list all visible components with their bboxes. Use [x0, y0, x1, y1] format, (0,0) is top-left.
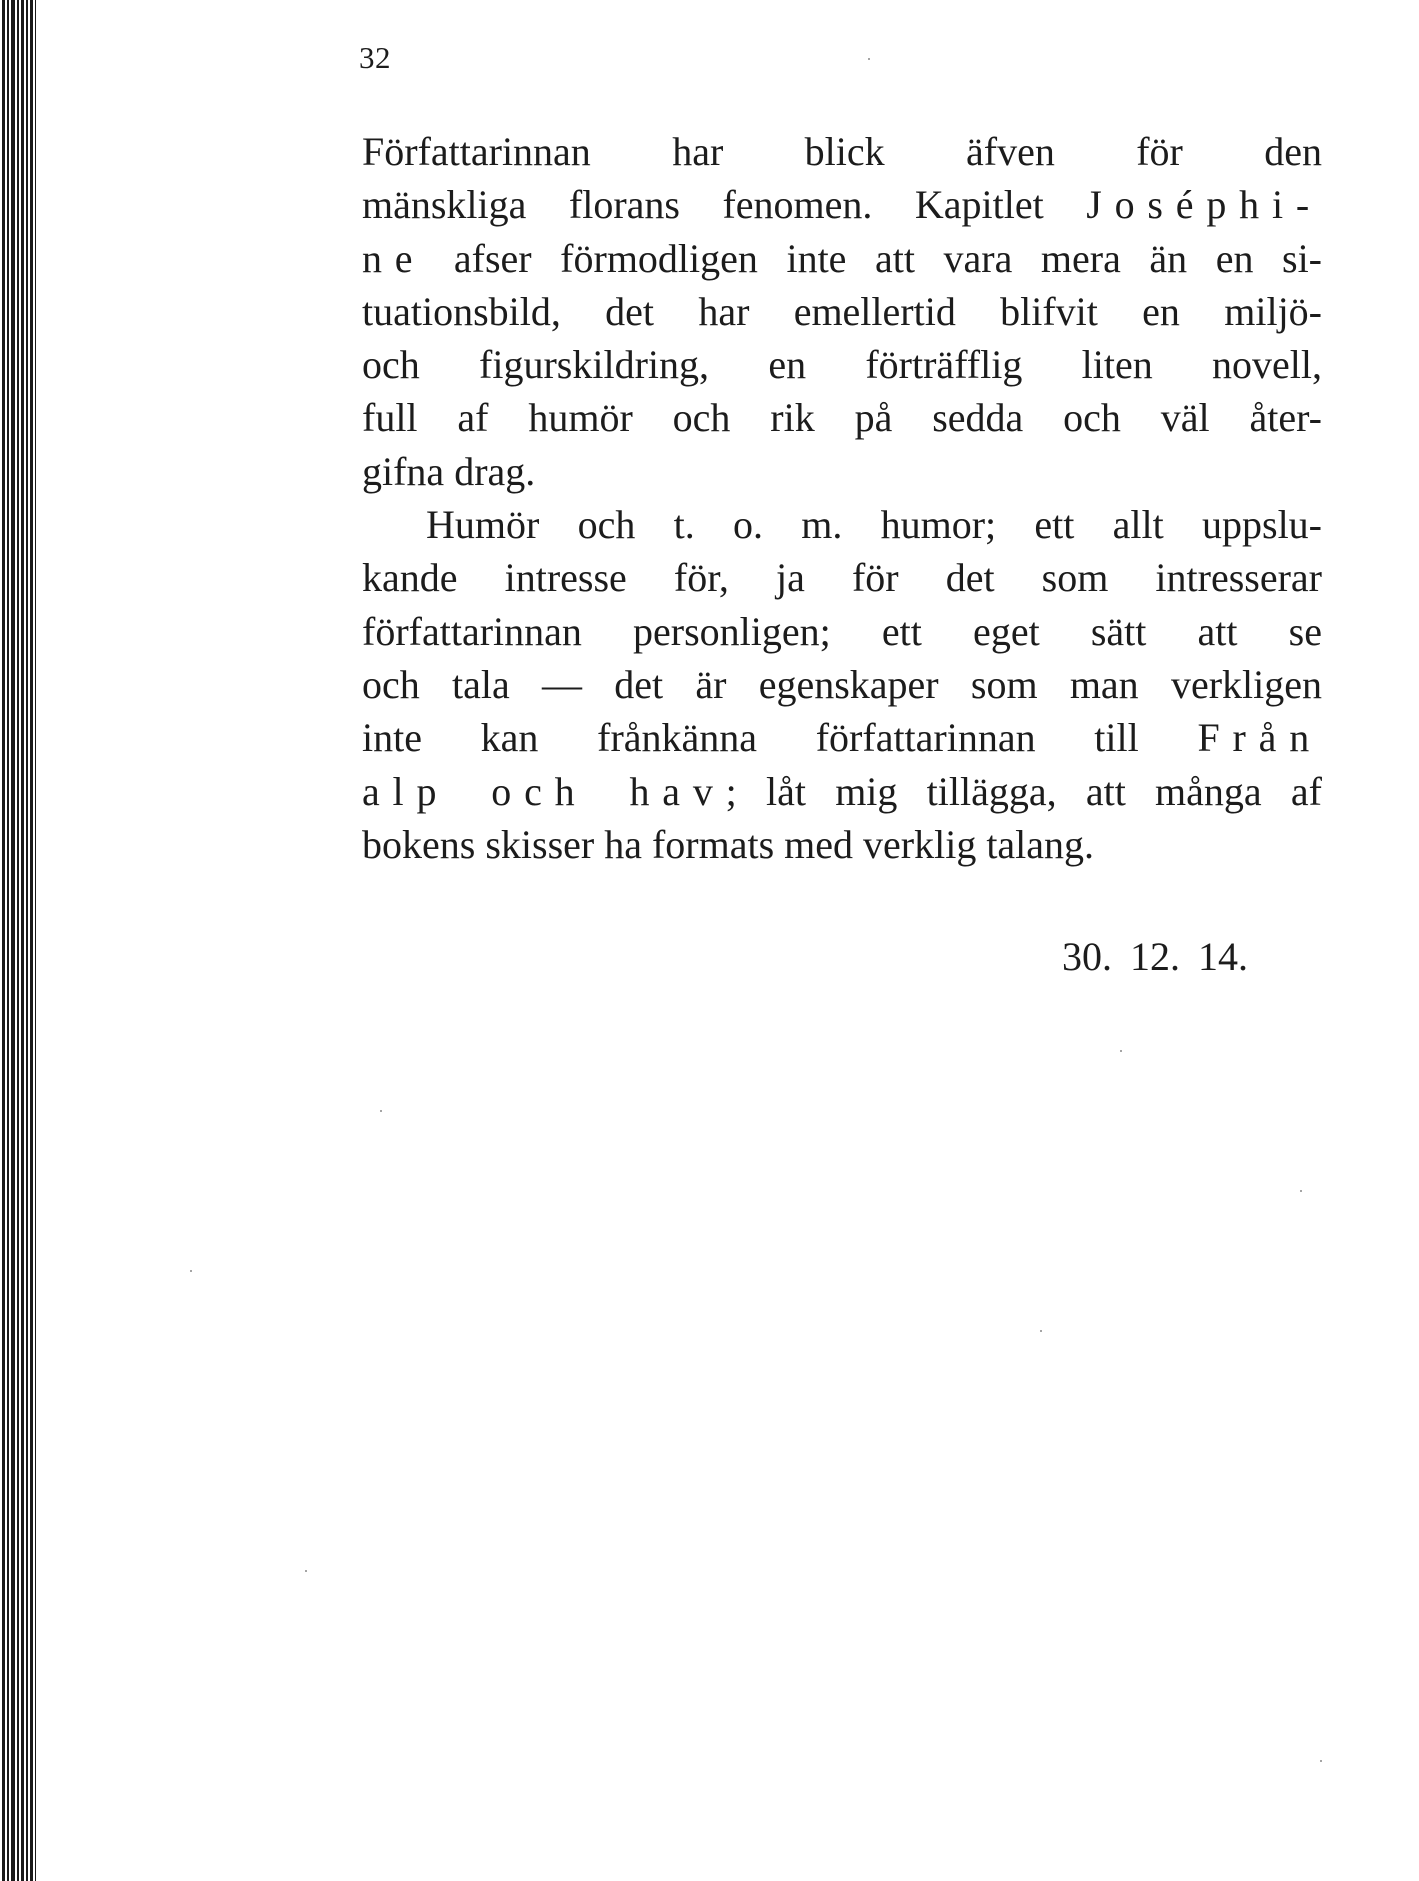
text-line: [362, 285, 1322, 338]
binding-edge: [0, 0, 44, 1881]
text-segment: inte kan frånkänna författarinnan till: [362, 715, 1198, 761]
text-line: [362, 551, 1322, 604]
text-line: [362, 178, 1322, 231]
text-line: [362, 125, 1322, 178]
paper-speck: [1120, 1050, 1122, 1052]
text-segment: afser förmodligen inte att vara mera än en si-: [425, 235, 1322, 281]
body-text: [362, 125, 1322, 871]
text-line: [362, 498, 1322, 551]
paper-speck: [380, 1110, 382, 1112]
text-segment: Humör och t. o. m. humor; ett allt uppslu-: [426, 502, 1322, 548]
paper-speck: [1300, 1190, 1302, 1192]
text-line: [362, 818, 1322, 871]
page-number: 32: [359, 40, 391, 75]
text-segment: gifna drag.: [362, 448, 536, 494]
spaced-title: alp och hav: [362, 768, 726, 814]
text-segment: författarinnan personligen; ett eget sätt att se: [362, 608, 1322, 654]
binding-rule: [30, 0, 33, 1881]
text-line: [362, 232, 1322, 285]
binding-rule: [17, 0, 19, 1881]
binding-rule: [35, 0, 36, 1881]
binding-rule: [2, 0, 5, 1881]
text-line: [362, 658, 1322, 711]
date-line: 30. 12. 14.: [1062, 934, 1248, 979]
binding-rule: [7, 0, 9, 1881]
spaced-title: ne: [362, 235, 426, 281]
spaced-title: Joséphi-: [1086, 182, 1322, 228]
paragraph: [362, 125, 1322, 498]
paragraph: [362, 498, 1322, 871]
text-line: [362, 765, 1322, 818]
text-segment: Författarinnan har blick äfven för den: [362, 129, 1322, 174]
text-segment: full af humör och rik på sedda och väl åter-: [362, 395, 1322, 441]
paper-speck: [1040, 1330, 1042, 1332]
text-segment: tuationsbild, det har emellertid blifvit en miljö-: [362, 288, 1322, 334]
text-segment: och figurskildring, en förträfflig liten novell,: [362, 342, 1322, 388]
text-segment: ; låt mig tillägga, att många af: [725, 768, 1322, 814]
text-segment: kande intresse för, ja för det som intresserar: [362, 555, 1322, 601]
text-line: [362, 445, 1322, 498]
text-line: [362, 605, 1322, 658]
binding-rule: [11, 0, 15, 1881]
paper-speck: [190, 1270, 192, 1272]
text-line: [362, 391, 1322, 444]
binding-rule: [26, 0, 28, 1881]
text-segment: bokens skisser ha formats med verklig talang.: [362, 821, 1095, 867]
paper-speck: [305, 1570, 307, 1572]
text-line: [362, 338, 1322, 391]
text-line: [362, 711, 1322, 764]
text-segment: och tala — det är egenskaper som man verkligen: [362, 661, 1322, 707]
paper-speck: [1320, 1760, 1322, 1762]
text-segment: mänskliga florans fenomen. Kapitlet: [362, 182, 1087, 228]
binding-rule: [21, 0, 24, 1881]
paper-speck: [868, 58, 870, 60]
spaced-title: Från: [1197, 715, 1322, 761]
